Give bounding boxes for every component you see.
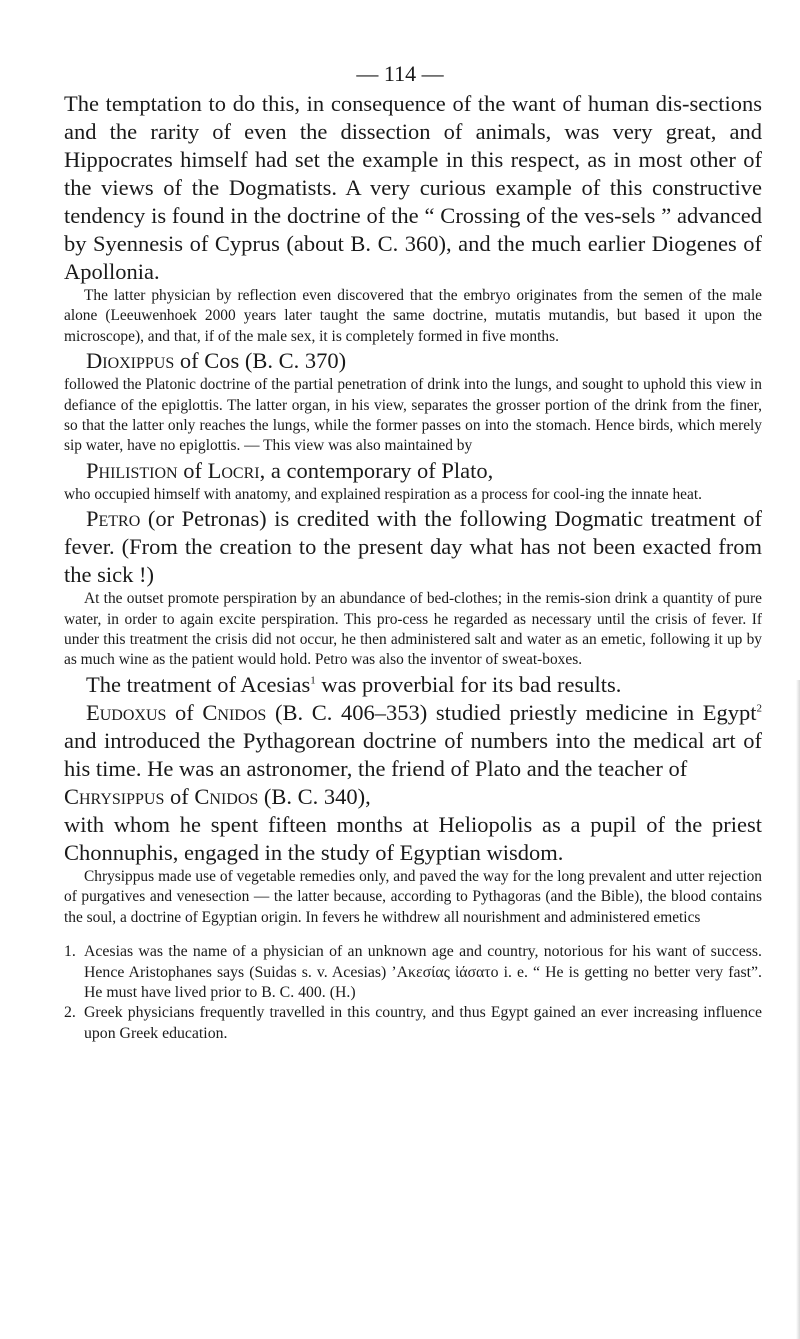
paragraph-embryo-note: The latter physician by reflection even discovered that the embryo originates from the semen of the male alone (Leeuwenhoek 2000 years later taught the same doctrine, mutatis mutandis, but based it upon the microscope), and that, if of the male sex, it is completely formed in five months. [64,287,762,345]
name-cnidos-2: Cnidos [194,783,259,809]
footnote-2 [64,1003,762,1044]
heading-chrysippus-rest: (B. C. 340), [258,783,371,809]
eudoxus-text-b: and introduced the Pythagorean doctrine of numbers into the medical art of his time. He was an astronomer, the friend of Plato and the teacher of [64,727,762,781]
footnote-1 [64,942,762,1003]
footnote-2-number: 2. [64,1004,76,1022]
page-number: — 114 — [356,61,444,86]
paragraph-petro-rest: (or Petronas) is credited with the following Dogmatic treatment of fever. (From the creation to the present day what has not been exacted from the sick !) [64,506,762,588]
eudoxus-text-a: (B. C. 406–353) studied priestly medicine in Egypt [266,699,757,725]
name-dioxippus: Dioxippus [86,348,175,374]
paragraph-acesias [64,671,762,699]
paragraph-chrysippus-remedies: Chrysippus made use of vegetable remedies only, and paved the way for the long prevalent and utter rejection of purgatives and venesection — the latter because, according to Pythagoras (and the Bible), the blood contains the soul, a doctrine of Egyptian origin. In fevers he withdrew all nourishment and administered emetics [64,867,762,926]
eudoxus-of: of [166,699,203,725]
acesias-text-a: The treatment of Acesias [86,671,311,697]
paragraph-temptation: The temptation to do this, in consequence of the want of human dis-sections and the rarity of even the dissection of animals, was very great, and Hippocrates himself had set the example in this respect, as in most other of the views of the Dogmatists. A very curious example of this constructive tendency is found in the doctrine of the “ Crossing of the ves-sels ” advanced by Syennesis of Cyprus (about B. C. 360), and the much earlier Diogenes of Apollonia. [64,91,762,284]
chrysippus-of: of [164,783,195,809]
name-eudoxus: Eudoxus [86,699,167,725]
page-body [64,90,762,1044]
footnote-2-text: Greek physicians frequently travelled in this country, and thus Egypt gained an ever increasing influence upon Greek education. [84,1004,762,1042]
name-chrysippus: Chrysippus [64,783,165,809]
name-locri: Locri [207,457,260,483]
paragraph-heliopolis: with whom he spent fifteen months at Heliopolis as a pupil of the priest Chonnuphis, engaged in the study of Egyptian wisdom. [64,811,762,865]
heading-dioxippus-rest: of Cos (B. C. 370) [174,348,347,374]
heading-philistion [64,457,762,485]
heading-philistion-of: of [177,457,208,483]
name-cnidos: Cnidos [202,699,267,725]
paragraph-philistion: who occupied himself with anatomy, and explained respiration as a process for cool-ing the innate heat. [64,485,702,503]
name-philistion: Philistion [86,457,178,483]
heading-chrysippus [64,783,762,811]
footnote-1-text: Acesias was the name of a physician of an unknown age and country, notorious for his want of success. Hence Aristophanes says (Suidas s. v. Acesias) ’Ακεσίας ἰάσατο i. e. “ He is getting no better very fast”. He must have lived prior to B. C. 400. (H.) [84,943,762,1001]
footnote-ref-1: 1 [310,674,316,687]
acesias-text-b: was proverbial for its bad results. [315,671,622,697]
paragraph-eudoxus [64,699,762,783]
paragraph-petro [64,505,762,589]
footnote-ref-2: 2 [756,702,762,715]
heading-dioxippus [64,347,762,375]
heading-philistion-rest: , a contemporary of Plato, [259,457,494,483]
name-petro: Petro [86,506,141,532]
paragraph-petro-treatment: At the outset promote perspiration by an abundance of bed-clothes; in the remis-sion drink a quantity of pure water, in order to again excite perspiration. This pro-cess he regarded as necessary until the crisis of fever. If under this treatment the crisis did not occur, he then administered salt and water as an emetic, following it up by as much wine as the patient would hold. Petro was also the inventor of sweat-boxes. [64,590,762,669]
paragraph-dioxippus: followed the Platonic doctrine of the partial penetration of drink into the lungs, and sought to uphold this view in defiance of the epiglottis. The latter organ, in his view, separates the grosser portion of the drink from the finer, so that the latter only reaches the lungs, while the former passes on into the stomach. Hence birds, which merely sip water, have no epiglottis. — This view was also maintained by [64,376,762,455]
page-edge-shadow [796,680,800,1339]
footnotes [64,942,762,1044]
footnote-1-number: 1. [64,943,76,961]
